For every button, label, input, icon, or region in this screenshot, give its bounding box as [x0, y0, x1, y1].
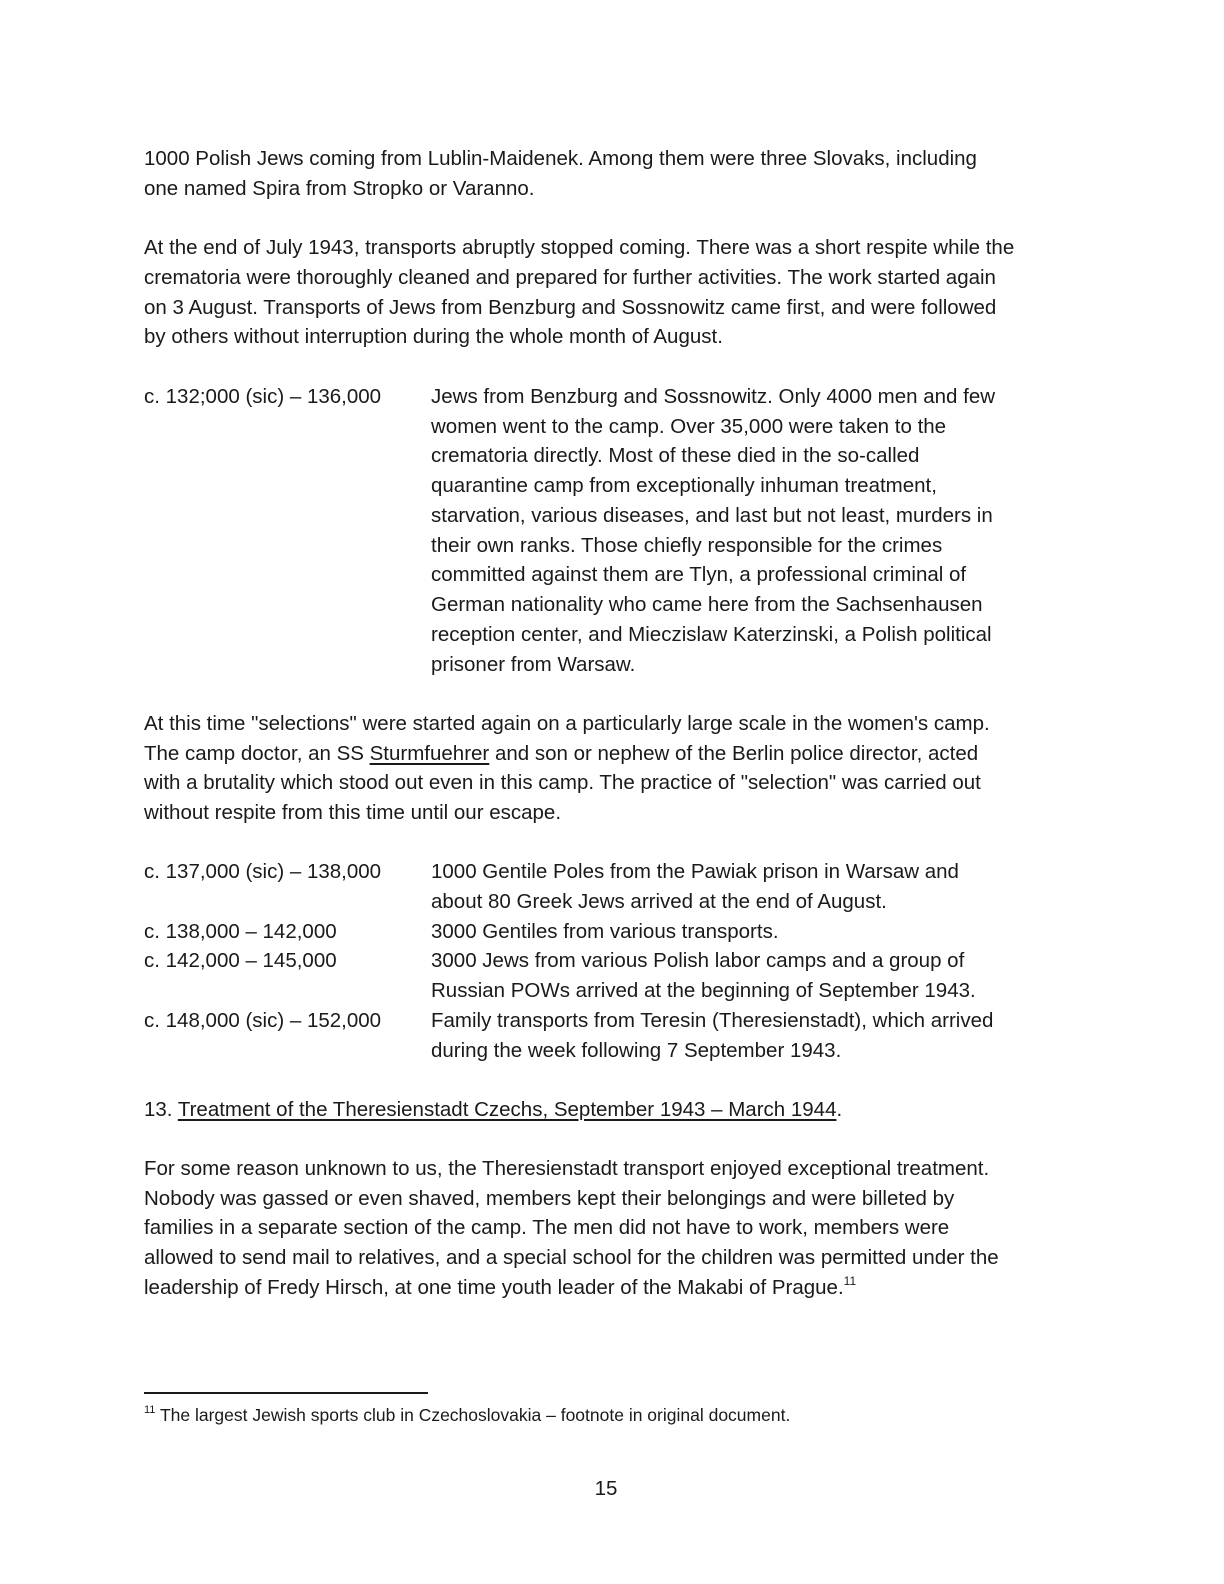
text-line: with a brutality which stood out even in this camp. The practice of "selection" was carried out	[144, 771, 981, 794]
entry-text-line: prisoner from Warsaw.	[431, 653, 636, 676]
text-line: 1000 Polish Jews coming from Lublin-Maidenek. Among them were three Slovaks, including	[144, 147, 977, 170]
text-line: one named Spira from Stropko or Varanno.	[144, 177, 535, 200]
entry-text-line: their own ranks. Those chiefly responsible for the crimes	[431, 534, 943, 557]
entry-text-line: German nationality who came here from the Sachsenhausen	[431, 593, 983, 616]
text-line: crematoria were thoroughly cleaned and prepared for further activities. The work started again	[144, 266, 996, 289]
footnote	[144, 1401, 790, 1431]
entry-text-line: crematoria directly. Most of these died in the so-called	[431, 444, 920, 467]
entry-text-line: Russian POWs arrived at the beginning of September 1943.	[431, 979, 976, 1002]
text-span: and son or nephew of the Berlin police director, acted	[489, 742, 979, 765]
section-title: Treatment of the Theresienstadt Czechs, September 1943 – March 1944	[177, 1098, 837, 1121]
entry-text-line: Family transports from Teresin (Theresienstadt), which arrived	[431, 1009, 994, 1032]
text-span: The camp doctor, an SS	[144, 742, 370, 765]
entry-text-line: about 80 Greek Jews arrived at the end of August.	[431, 890, 887, 913]
footnote-marker: 11	[144, 1404, 156, 1416]
text-line	[144, 1273, 856, 1303]
registration-range: c. 137,000 (sic) – 138,000	[144, 860, 382, 883]
text-line: families in a separate section of the camp. The men did not have to work, members were	[144, 1216, 950, 1239]
entry-text-line: starvation, various diseases, and last but not least, murders in	[431, 504, 993, 527]
text-line: on 3 August. Transports of Jews from Benzburg and Sossnowitz came first, and were followed	[144, 296, 997, 319]
text-line: At this time "selections" were started again on a particularly large scale in the women's camp.	[144, 712, 990, 735]
registration-range: c. 142,000 – 145,000	[144, 949, 337, 972]
footnote-reference[interactable]: 11	[843, 1274, 857, 1288]
entry-text-line: quarantine camp from exceptionally inhuman treatment,	[431, 474, 937, 497]
entry-text-line: during the week following 7 September 1943.	[431, 1039, 842, 1062]
text-line: For some reason unknown to us, the Theresienstadt transport enjoyed exceptional treatment.	[144, 1157, 990, 1180]
text-line: At the end of July 1943, transports abruptly stopped coming. There was a short respite while the	[144, 236, 1015, 259]
entry-text-line: 3000 Jews from various Polish labor camps and a group of	[431, 949, 965, 972]
text-line: by others without interruption during the whole month of August.	[144, 325, 723, 348]
section-number: 13.	[144, 1098, 178, 1121]
text-span: leadership of Fredy Hirsch, at one time youth leader of the Makabi of Prague.	[144, 1276, 844, 1299]
entry-text-line: committed against them are Tlyn, a professional criminal of	[431, 563, 967, 586]
registration-range: c. 138,000 – 142,000	[144, 920, 337, 943]
footnote-text: The largest Jewish sports club in Czechoslovakia – footnote in original document.	[155, 1405, 791, 1425]
registration-range: c. 148,000 (sic) – 152,000	[144, 1009, 382, 1032]
text-line: without respite from this time until our escape.	[144, 801, 562, 824]
text-line: allowed to send mail to relatives, and a special school for the children was permitted under the	[144, 1246, 999, 1269]
registration-range: c. 132;000 (sic) – 136,000	[144, 385, 382, 408]
entry-text-line: women went to the camp. Over 35,000 were taken to the	[431, 415, 947, 438]
section-heading	[144, 1095, 842, 1125]
entry-text-line: 1000 Gentile Poles from the Pawiak prison in Warsaw and	[431, 860, 959, 883]
underlined-term-sturmfuehrer: Sturmfuehrer	[369, 742, 490, 765]
entry-text-line: 3000 Gentiles from various transports.	[431, 920, 779, 943]
entry-text-line: Jews from Benzburg and Sossnowitz. Only 4000 men and few	[431, 385, 996, 408]
text-line: Nobody was gassed or even shaved, members kept their belongings and were billeted by	[144, 1187, 955, 1210]
page-number: 15	[594, 1477, 618, 1500]
entry-text-line: reception center, and Mieczislaw Katerzinski, a Polish political	[431, 623, 992, 646]
footnote-separator	[144, 1392, 428, 1394]
section-heading-period: .	[836, 1098, 843, 1121]
text-line	[144, 739, 978, 769]
